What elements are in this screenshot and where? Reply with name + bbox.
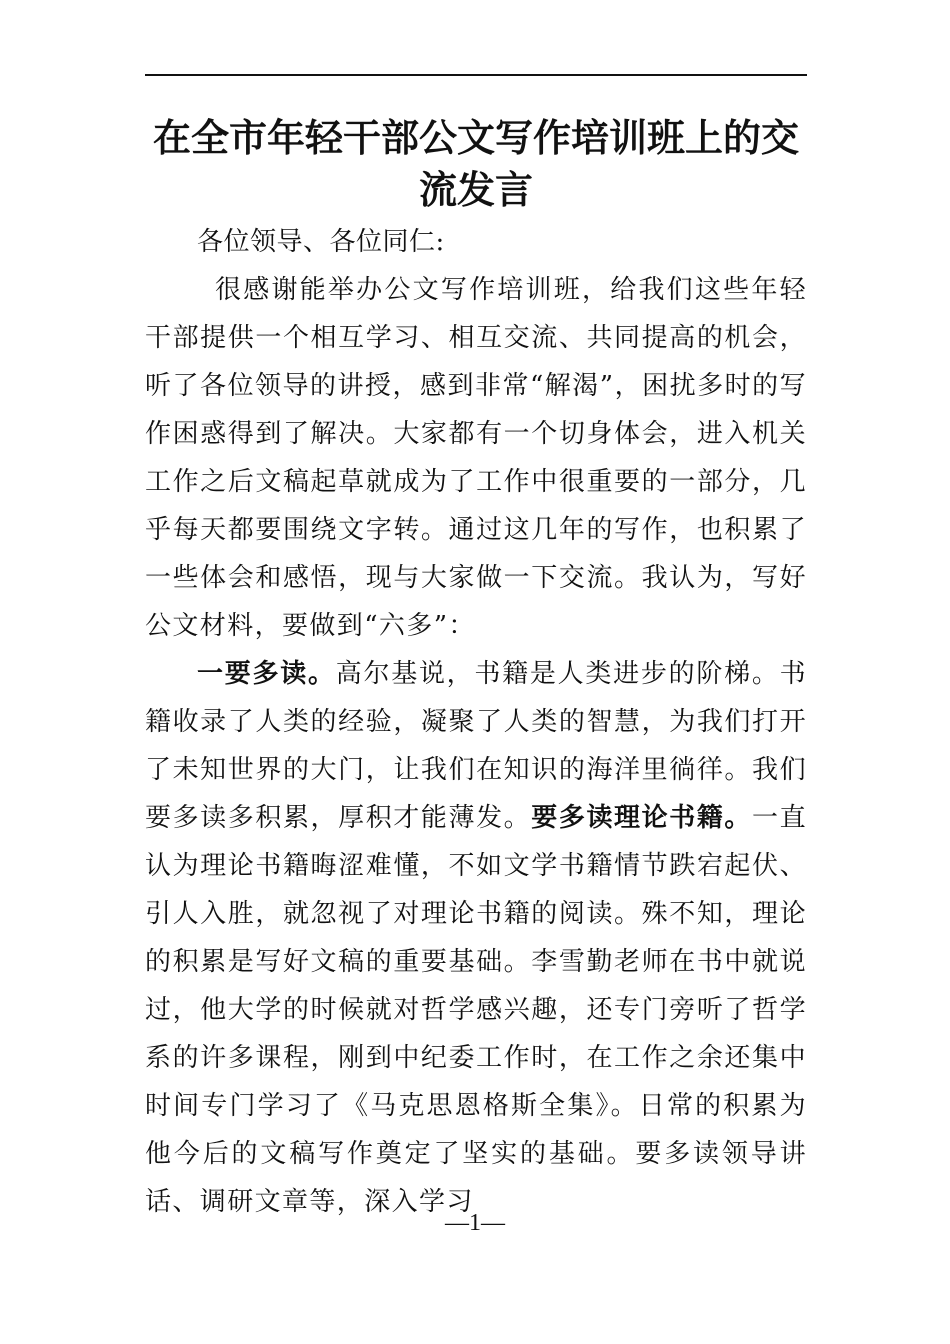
section-subheading: 要多读理论书籍。 — [531, 803, 752, 833]
paragraph-intro: 很感谢能举办公文写作培训班，给我们这些年轻干部提供一个相互学习、相互交流、共同提高的机会，听了各位领导的讲授，感到非常“解渴”，困扰多时的写作困惑得到了解决。大家都有一个切身体会，进入机关工作之后文稿起草就成为了工作中很重要的一部分，几乎每天都要围绕文字转。通过这几年的写作，也积累了一些体会和感悟，现与大家做一下交流。我认为，写好公文材料，要做到“六多”： — [145, 275, 807, 641]
section-heading: 一要多读。 — [197, 659, 336, 689]
paragraph-read-more — [145, 650, 807, 1226]
paragraph-text: 高尔基说，书籍是人类进步的阶梯。书籍收录了人类的经验，凝聚了人类的智慧，为我们打开了未知世界的大门，让我们在知识的海洋里徜徉。我们要多读多积累，厚积才能薄发。 — [145, 659, 807, 833]
header-rule — [145, 74, 807, 76]
paragraph-text: 一直认为理论书籍晦涩难懂，不如文学书籍情节跌宕起伏、引人入胜，就忽视了对理论书籍的阅读。殊不知，理论的积累是写好文稿的重要基础。李雪勤老师在书中就说过，他大学的时候就对哲学感兴趣，还专门旁听了哲学系的许多课程，刚到中纪委工作时，在工作之余还集中时间专门学习了《马克思恩格斯全集》。日常的积累为他今后的文稿写作奠定了坚实的基础。要多读领导讲话、调研文章等，深入学习 — [145, 803, 807, 1217]
document-body — [145, 218, 807, 1226]
salutation: 各位领导、各位同仁: — [197, 227, 445, 257]
document-title: 在全市年轻干部公文写作培训班上的交流发言 — [152, 115, 799, 212]
page-number: —1— — [445, 1210, 505, 1236]
